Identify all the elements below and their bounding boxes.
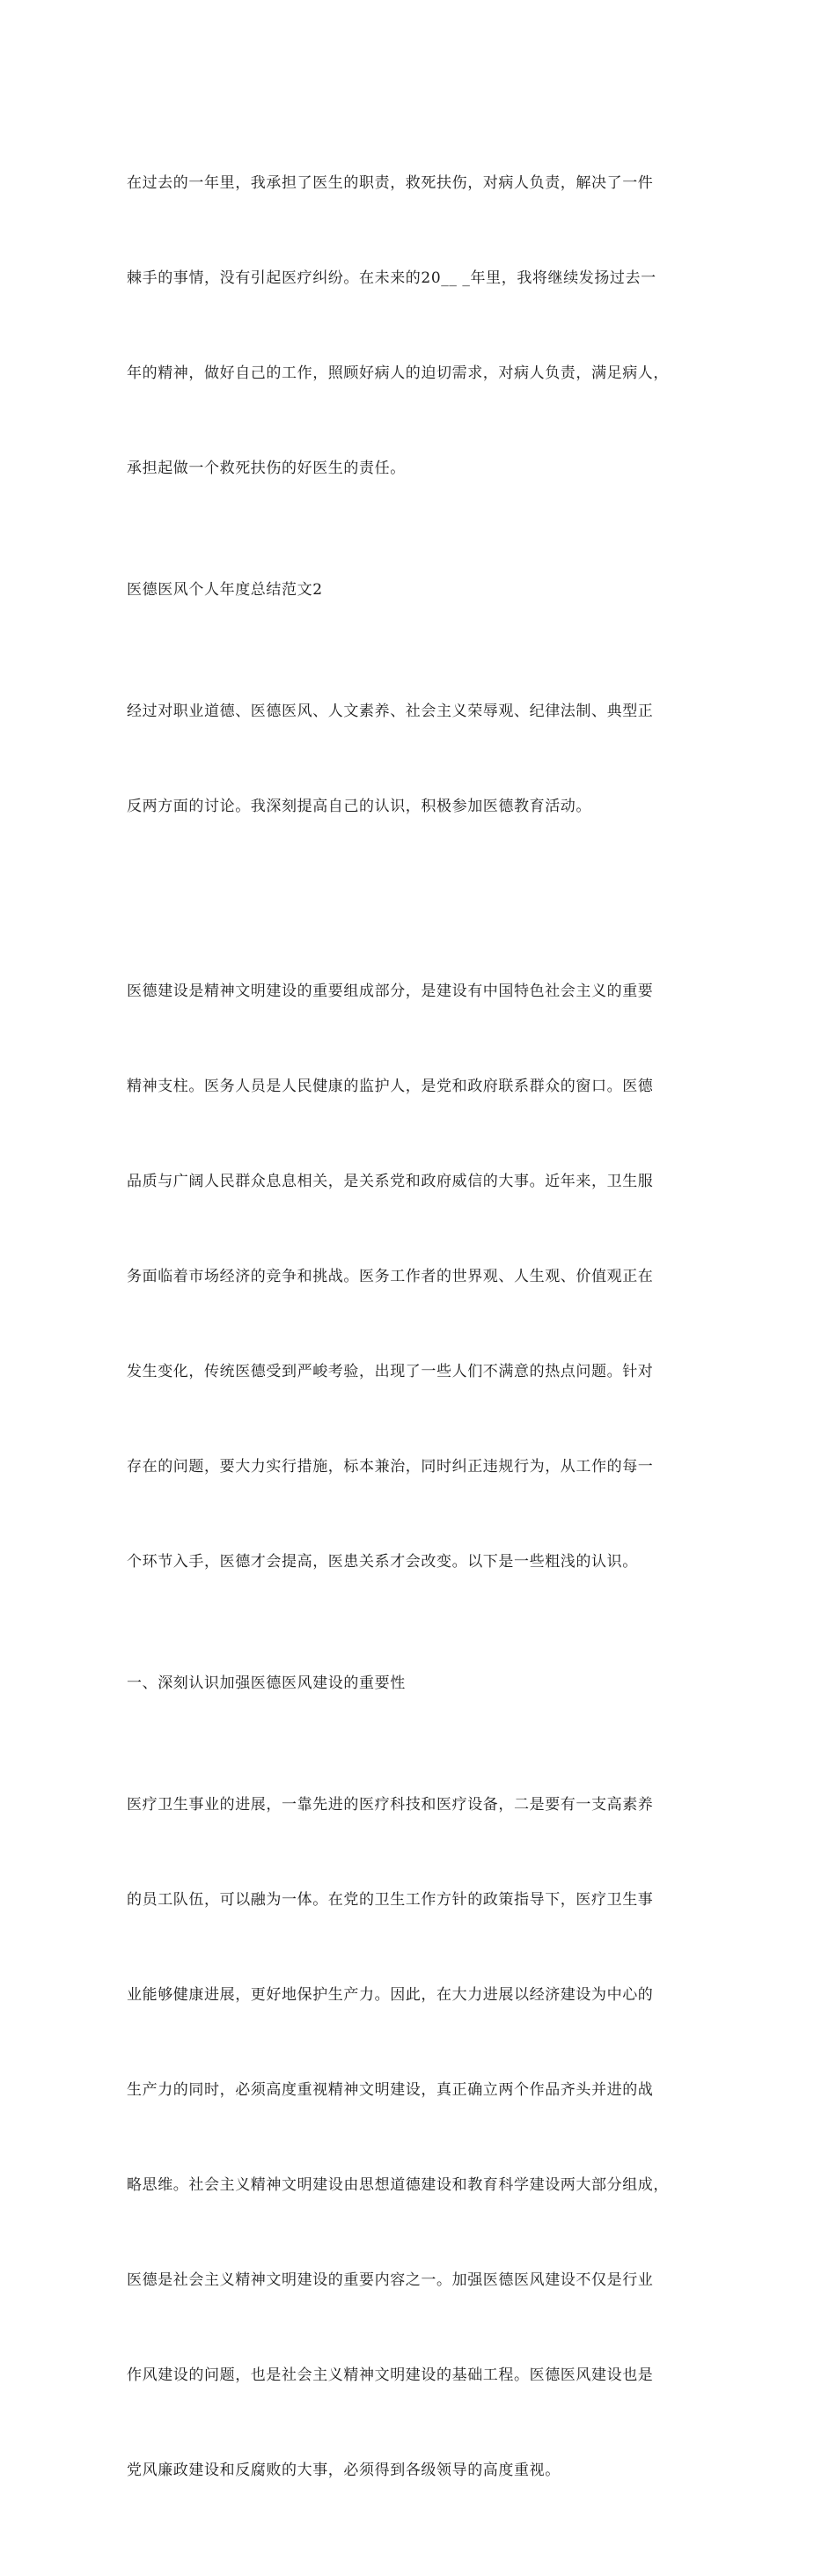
text-line: 的员工队伍，可以融为一体。在党的卫生工作方针的政策指导下，医疗卫生事 — [127, 1891, 654, 1909]
paragraph-ethics-construction — [127, 912, 709, 1641]
text-line: 生产力的同时，必须高度重视精神文明建设，真正确立两个作品齐头并进的战 — [127, 2081, 654, 2099]
text-line: 反两方面的讨论。我深刻提高自己的认识，积极参加医德教育活动。 — [127, 798, 591, 815]
text-line: 精神支柱。医务人员是人民健康的监护人，是党和政府联系群众的窗口。医德 — [127, 1078, 654, 1095]
text-line: 医疗卫生事业的进展，一靠先进的医疗科技和医疗设备，二是要有一支高素养 — [127, 1796, 654, 1814]
text-line: 党风廉政建设和反腐败的大事，必须得到各级领导的高度重视。 — [127, 2462, 561, 2479]
section-title: 医德医风个人年度总结范文2 — [127, 581, 323, 599]
text-line: 年的精神，做好自己的工作，照顾好病人的迫切需求，对病人负责，满足病人， — [127, 364, 669, 382]
text-line: 作风建设的问题，也是社会主义精神文明建设的基础工程。医德医风建设也是 — [127, 2366, 654, 2384]
text-line: 发生变化，传统医德受到严峻考验，出现了一些人们不满意的热点问题。针对 — [127, 1363, 654, 1380]
text-line: 存在的问题，要大力实行措施，标本兼治，同时纠正违规行为，从工作的每一 — [127, 1458, 654, 1476]
text-line: 承担起做一个救死扶伤的好医生的责任。 — [127, 460, 406, 477]
text-line: 经过对职业道德、医德医风、人文素养、社会主义荣辱观、纪律法制、典型正 — [127, 703, 654, 720]
section-heading-importance: 一、深刻认识加强医德医风建设的重要性 — [127, 1674, 406, 1692]
paragraph-healthcare-progress — [127, 1726, 709, 2550]
paragraph-intro — [127, 104, 709, 548]
text-line: 棘手的事情，没有引起医疗纠纷。在未来的20__ _年里，我将继续发扬过去一 — [127, 269, 656, 287]
paragraph-discussion — [127, 632, 709, 886]
text-line: 医德是社会主义精神文明建设的重要内容之一。加强医德医风建设不仅是行业 — [127, 2271, 654, 2289]
document-body — [127, 104, 709, 2576]
text-line: 品质与广阔人民群众息息相关，是关系党和政府威信的大事。近年来，卫生服 — [127, 1173, 654, 1190]
text-line: 医德建设是精神文明建设的重要组成部分，是建设有中国特色社会主义的重要 — [127, 983, 654, 1000]
text-line: 个环节入手，医德才会提高，医患关系才会改变。以下是一些粗浅的认识。 — [127, 1553, 638, 1571]
text-line: 略思维。社会主义精神文明建设由思想道德建设和教育科学建设两大部分组成， — [127, 2176, 669, 2194]
text-line: 业能够健康进展，更好地保护生产力。因此，在大力进展以经济建设为中心的 — [127, 1986, 654, 2004]
text-line: 务面临着市场经济的竞争和挑战。医务工作者的世界观、人生观、价值观正在 — [127, 1268, 654, 1285]
text-line: 在过去的一年里，我承担了医生的职责，救死扶伤，对病人负责，解决了一件 — [127, 174, 654, 192]
